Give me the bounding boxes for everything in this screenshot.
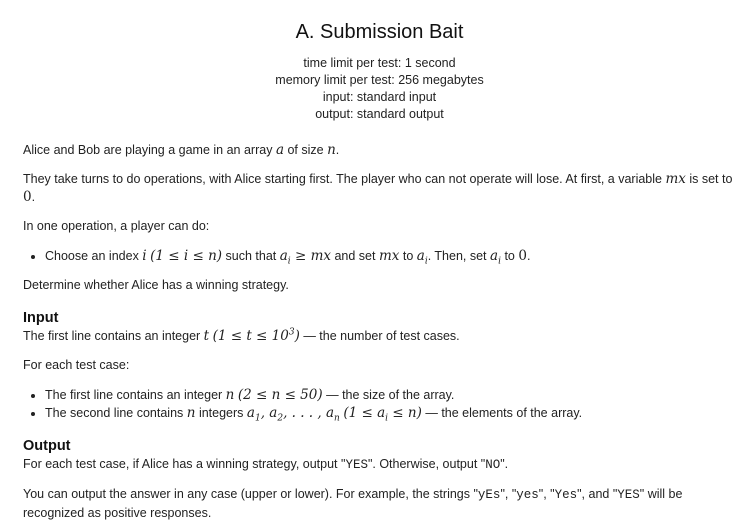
text-segment: is set to — [685, 172, 733, 186]
text-segment: The first line contains an integer — [23, 329, 204, 343]
text-segment: — the number of test cases. — [299, 329, 460, 343]
text-segment: Alice and Bob are playing a game in an array — [23, 143, 276, 157]
operation-list — [23, 247, 736, 265]
math-sub: n — [334, 413, 340, 424]
text-segment: ", and " — [577, 487, 618, 501]
math-var: a — [279, 248, 288, 264]
problem-statement — [23, 141, 736, 294]
math-expr: (1 ≤ t ≤ 10 — [212, 328, 289, 344]
text-segment: They take turns to do operations, with Alice starting first. The player who can not operate will lose. At first, a variable — [23, 172, 666, 186]
code-literal: NO — [485, 458, 501, 472]
text-segment: — the elements of the array. — [421, 406, 583, 420]
text-segment: of size — [284, 143, 328, 157]
list-item — [45, 386, 736, 404]
math-var: t — [203, 328, 210, 344]
math-var: n — [327, 142, 336, 158]
text-segment: For each test case, if Alice has a winning strategy, output " — [23, 457, 346, 471]
math-var: a — [416, 248, 425, 264]
statement-paragraph-2 — [23, 170, 736, 206]
input-list — [23, 386, 736, 422]
list-item — [45, 404, 736, 422]
math-var: n — [225, 387, 235, 403]
input-heading: Input — [23, 310, 59, 326]
code-literal: Yes — [554, 488, 578, 502]
statement-paragraph-4: Determine whether Alice has a winning strategy. — [23, 278, 289, 292]
math-sub: i — [498, 256, 501, 267]
time-limit: time limit per test: 1 second — [303, 56, 456, 70]
math-expr: , . . . , a — [283, 405, 335, 421]
math-expr: ≥ mx — [290, 248, 331, 264]
math-sub: i — [287, 256, 291, 267]
input-section — [23, 310, 736, 422]
math-var: mx — [378, 248, 400, 264]
code-literal: YES — [345, 458, 368, 472]
problem-header — [23, 0, 736, 123]
math-number: 0 — [23, 189, 32, 205]
statement-paragraph-1 — [23, 141, 736, 159]
statement-paragraph-3: In one operation, a player can do: — [23, 219, 210, 233]
text-segment: to — [500, 249, 519, 263]
math-expr: (1 ≤ i ≤ n) — [150, 248, 223, 264]
text-segment: The second line contains — [45, 406, 187, 420]
math-sub: i — [385, 413, 389, 424]
output-section — [23, 438, 736, 522]
output-line-1 — [23, 455, 736, 474]
text-segment: . Then, set — [427, 249, 491, 263]
text-segment: and set — [331, 249, 379, 263]
text-segment: . — [31, 190, 36, 204]
code-literal: yes — [516, 488, 539, 502]
math-number: 0 — [518, 248, 527, 264]
text-segment: to — [399, 249, 417, 263]
math-var: a — [275, 142, 284, 158]
math-sub: 1 — [254, 413, 261, 424]
list-item — [45, 247, 736, 265]
memory-limit: memory limit per test: 256 megabytes — [275, 73, 484, 87]
input-spec: input: standard input — [322, 90, 437, 104]
math-sub: 2 — [277, 413, 284, 424]
problem-title: A. Submission Bait — [295, 21, 464, 43]
text-segment: . — [526, 249, 531, 263]
math-expr: , a — [260, 405, 278, 421]
code-literal: YES — [617, 488, 640, 502]
math-sup: 3 — [288, 327, 295, 338]
text-segment: ". — [500, 457, 509, 471]
output-line-2 — [23, 485, 736, 522]
math-expr: (1 ≤ a — [343, 405, 386, 421]
math-expr: (2 ≤ n ≤ 50) — [237, 387, 323, 403]
text-segment: integers — [195, 406, 247, 420]
text-segment: ", " — [538, 487, 555, 501]
math-var: a — [490, 248, 499, 264]
math-var: i — [142, 248, 147, 264]
input-line-1 — [23, 327, 736, 345]
text-segment: You can output the answer in any case (upper or lower). For example, the strings " — [23, 487, 478, 501]
code-literal: yEs — [477, 488, 501, 502]
text-segment: such that — [222, 249, 280, 263]
math-var: a — [246, 405, 255, 421]
math-var: n — [186, 405, 196, 421]
text-segment: — the size of the array. — [322, 388, 455, 402]
text-segment: ", " — [500, 487, 517, 501]
output-heading: Output — [23, 438, 71, 454]
text-segment: Choose an index — [45, 249, 143, 263]
text-segment: The first line contains an integer — [45, 388, 226, 402]
text-segment: ". Otherwise, output " — [367, 457, 486, 471]
math-var: mx — [665, 171, 686, 187]
math-expr: ) — [294, 328, 300, 344]
text-segment: . — [335, 143, 340, 157]
math-expr: ≤ n) — [388, 405, 422, 421]
output-spec: output: standard output — [315, 107, 444, 121]
input-line-2: For each test case: — [23, 358, 130, 372]
math-sub: i — [424, 256, 428, 267]
text-segment: " will be recognized as positive responses. — [23, 487, 683, 520]
